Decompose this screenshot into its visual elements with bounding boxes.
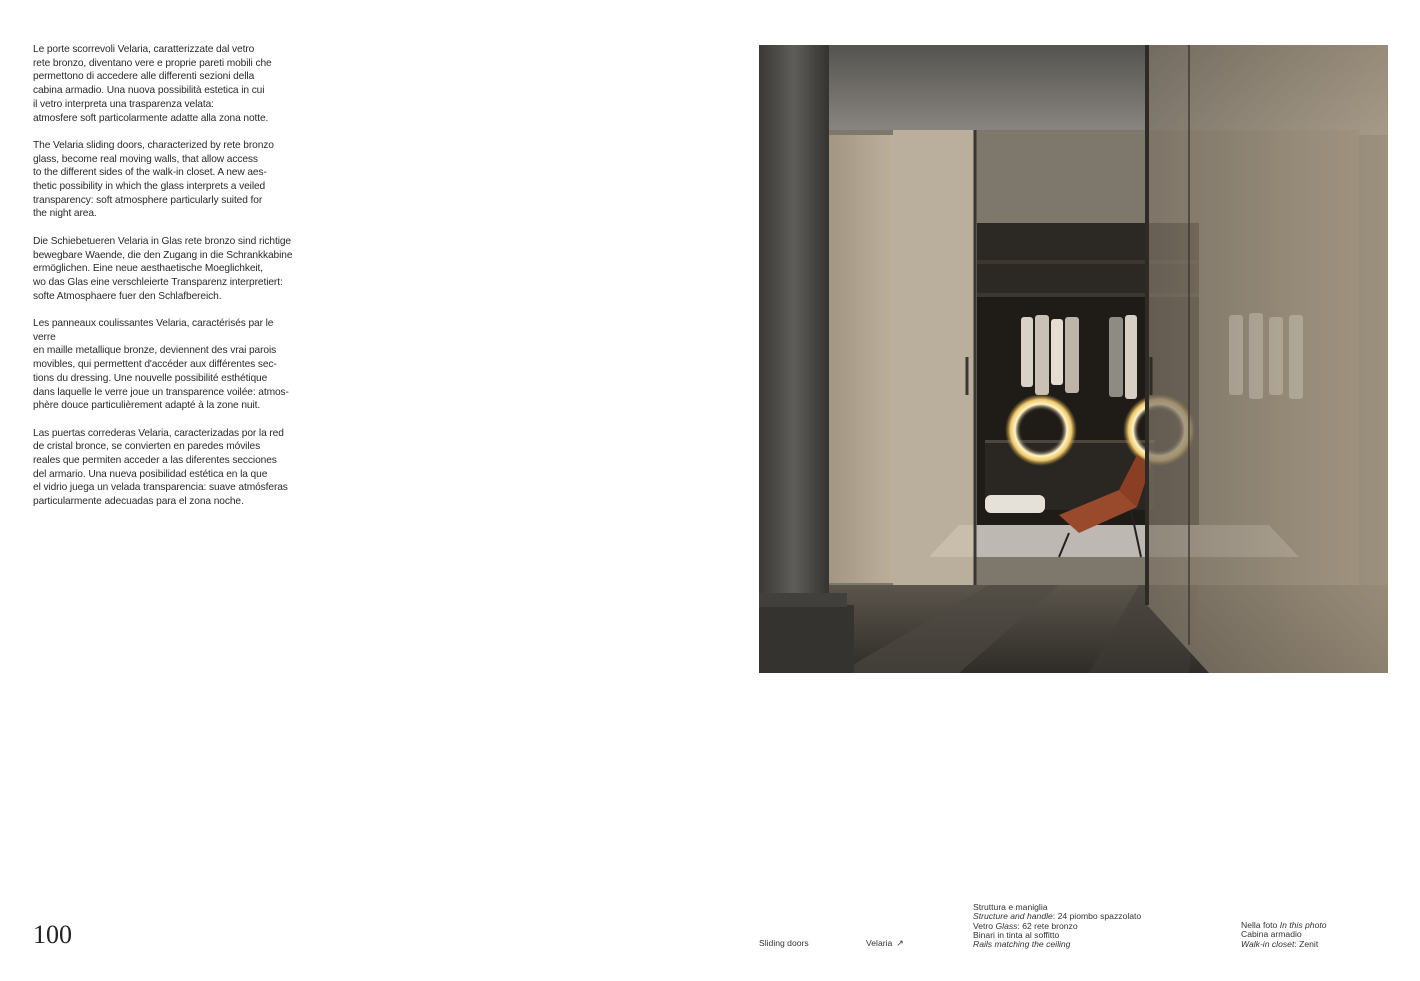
credits-closet-en-label: Walk-in closet: [1241, 938, 1295, 949]
product-link[interactable]: [866, 939, 904, 948]
spec-structure-en-label: Structure and handle: [973, 911, 1053, 922]
category-label: Sliding doors: [759, 938, 809, 948]
credits-closet-it: Cabina armadio: [1241, 929, 1302, 940]
page-number: 100: [33, 920, 72, 949]
spec-glass-it: Vetro: [973, 920, 994, 931]
spec-structure-value: : 24 piombo spazzolato: [1052, 911, 1142, 922]
spec-rails-it: Binari in tinta al soffitto: [973, 929, 1060, 940]
credits-closet-en: [1241, 940, 1327, 949]
spec-structure-it: Struttura e maniglia: [973, 902, 1048, 912]
paragraph-french: Les panneaux coulissantes Velaria, caractérisés par le verre en maille metallique bronze, deviennent des vrai parois movibles, qui permettent d'accéder aux différentes sec- tions du dressing. Une nouvelle possibilité esthétique dans laquelle le verre joue un transparence voilée: atmos- phère douce particulièrement adapté à la zone nuit.: [33, 318, 289, 412]
paragraph-italian: Le porte scorrevoli Velaria, caratterizzate dal vetro rete bronzo, diventano vere e proprie pareti mobili che permettono di accedere alle differenti sezioni della cabina armadio. Una nuova possibilità estetica in cui il vetro interpreta una trasparenza velata: atmosfere soft particolarmente adatte alla zona notte.: [33, 44, 272, 124]
body-text-column: [33, 43, 295, 523]
paragraph-english: The Velaria sliding doors, characterized by rete bronzo glass, become real moving walls, that allow access to the different sides of the walk-in closet. A new aes- thetic possibility in which the glass interprets a veiled transparency: soft atmosphere particularly suited for the night area.: [33, 139, 274, 220]
product-photo: [759, 45, 1388, 673]
arrow-up-right-icon[interactable]: ↗: [896, 938, 904, 948]
photo-credits: [1241, 921, 1327, 949]
credits-photo-it: Nella foto: [1241, 920, 1280, 930]
product-specs: [973, 903, 1141, 949]
spec-glass-en-label: Glass: [995, 920, 1018, 931]
spec-rails-en: Rails matching the ceiling: [973, 939, 1071, 950]
credits-closet-value: : Zenit: [1294, 938, 1319, 949]
product-name: Velaria: [866, 938, 893, 948]
spec-glass-value: : 62 rete bronzo: [1017, 920, 1078, 931]
credits-photo-en: In this photo: [1279, 920, 1327, 930]
paragraph-german: Die Schiebetueren Velaria in Glas rete bronzo sind richtige bewegbare Waende, die den Zugang in die Schrankkabine ermöglichen. Eine neue aesthaetische Moeglichkeit, wo das Glas eine verschleierte Transparenz interpretiert: softe Atmosphaere fuer den Schlafbereich.: [33, 235, 293, 302]
paragraph-spanish: Las puertas correderas Velaria, caracterizadas por la red de cristal bronce, se convierten en paredes móviles reales que permiten acceder a las diferentes secciones del armario. Una nueva posibilidad estética en la que el vidrio juega un velada transparencia: suave atmósferas particularmente adecuadas para el zona noche.: [33, 427, 288, 508]
